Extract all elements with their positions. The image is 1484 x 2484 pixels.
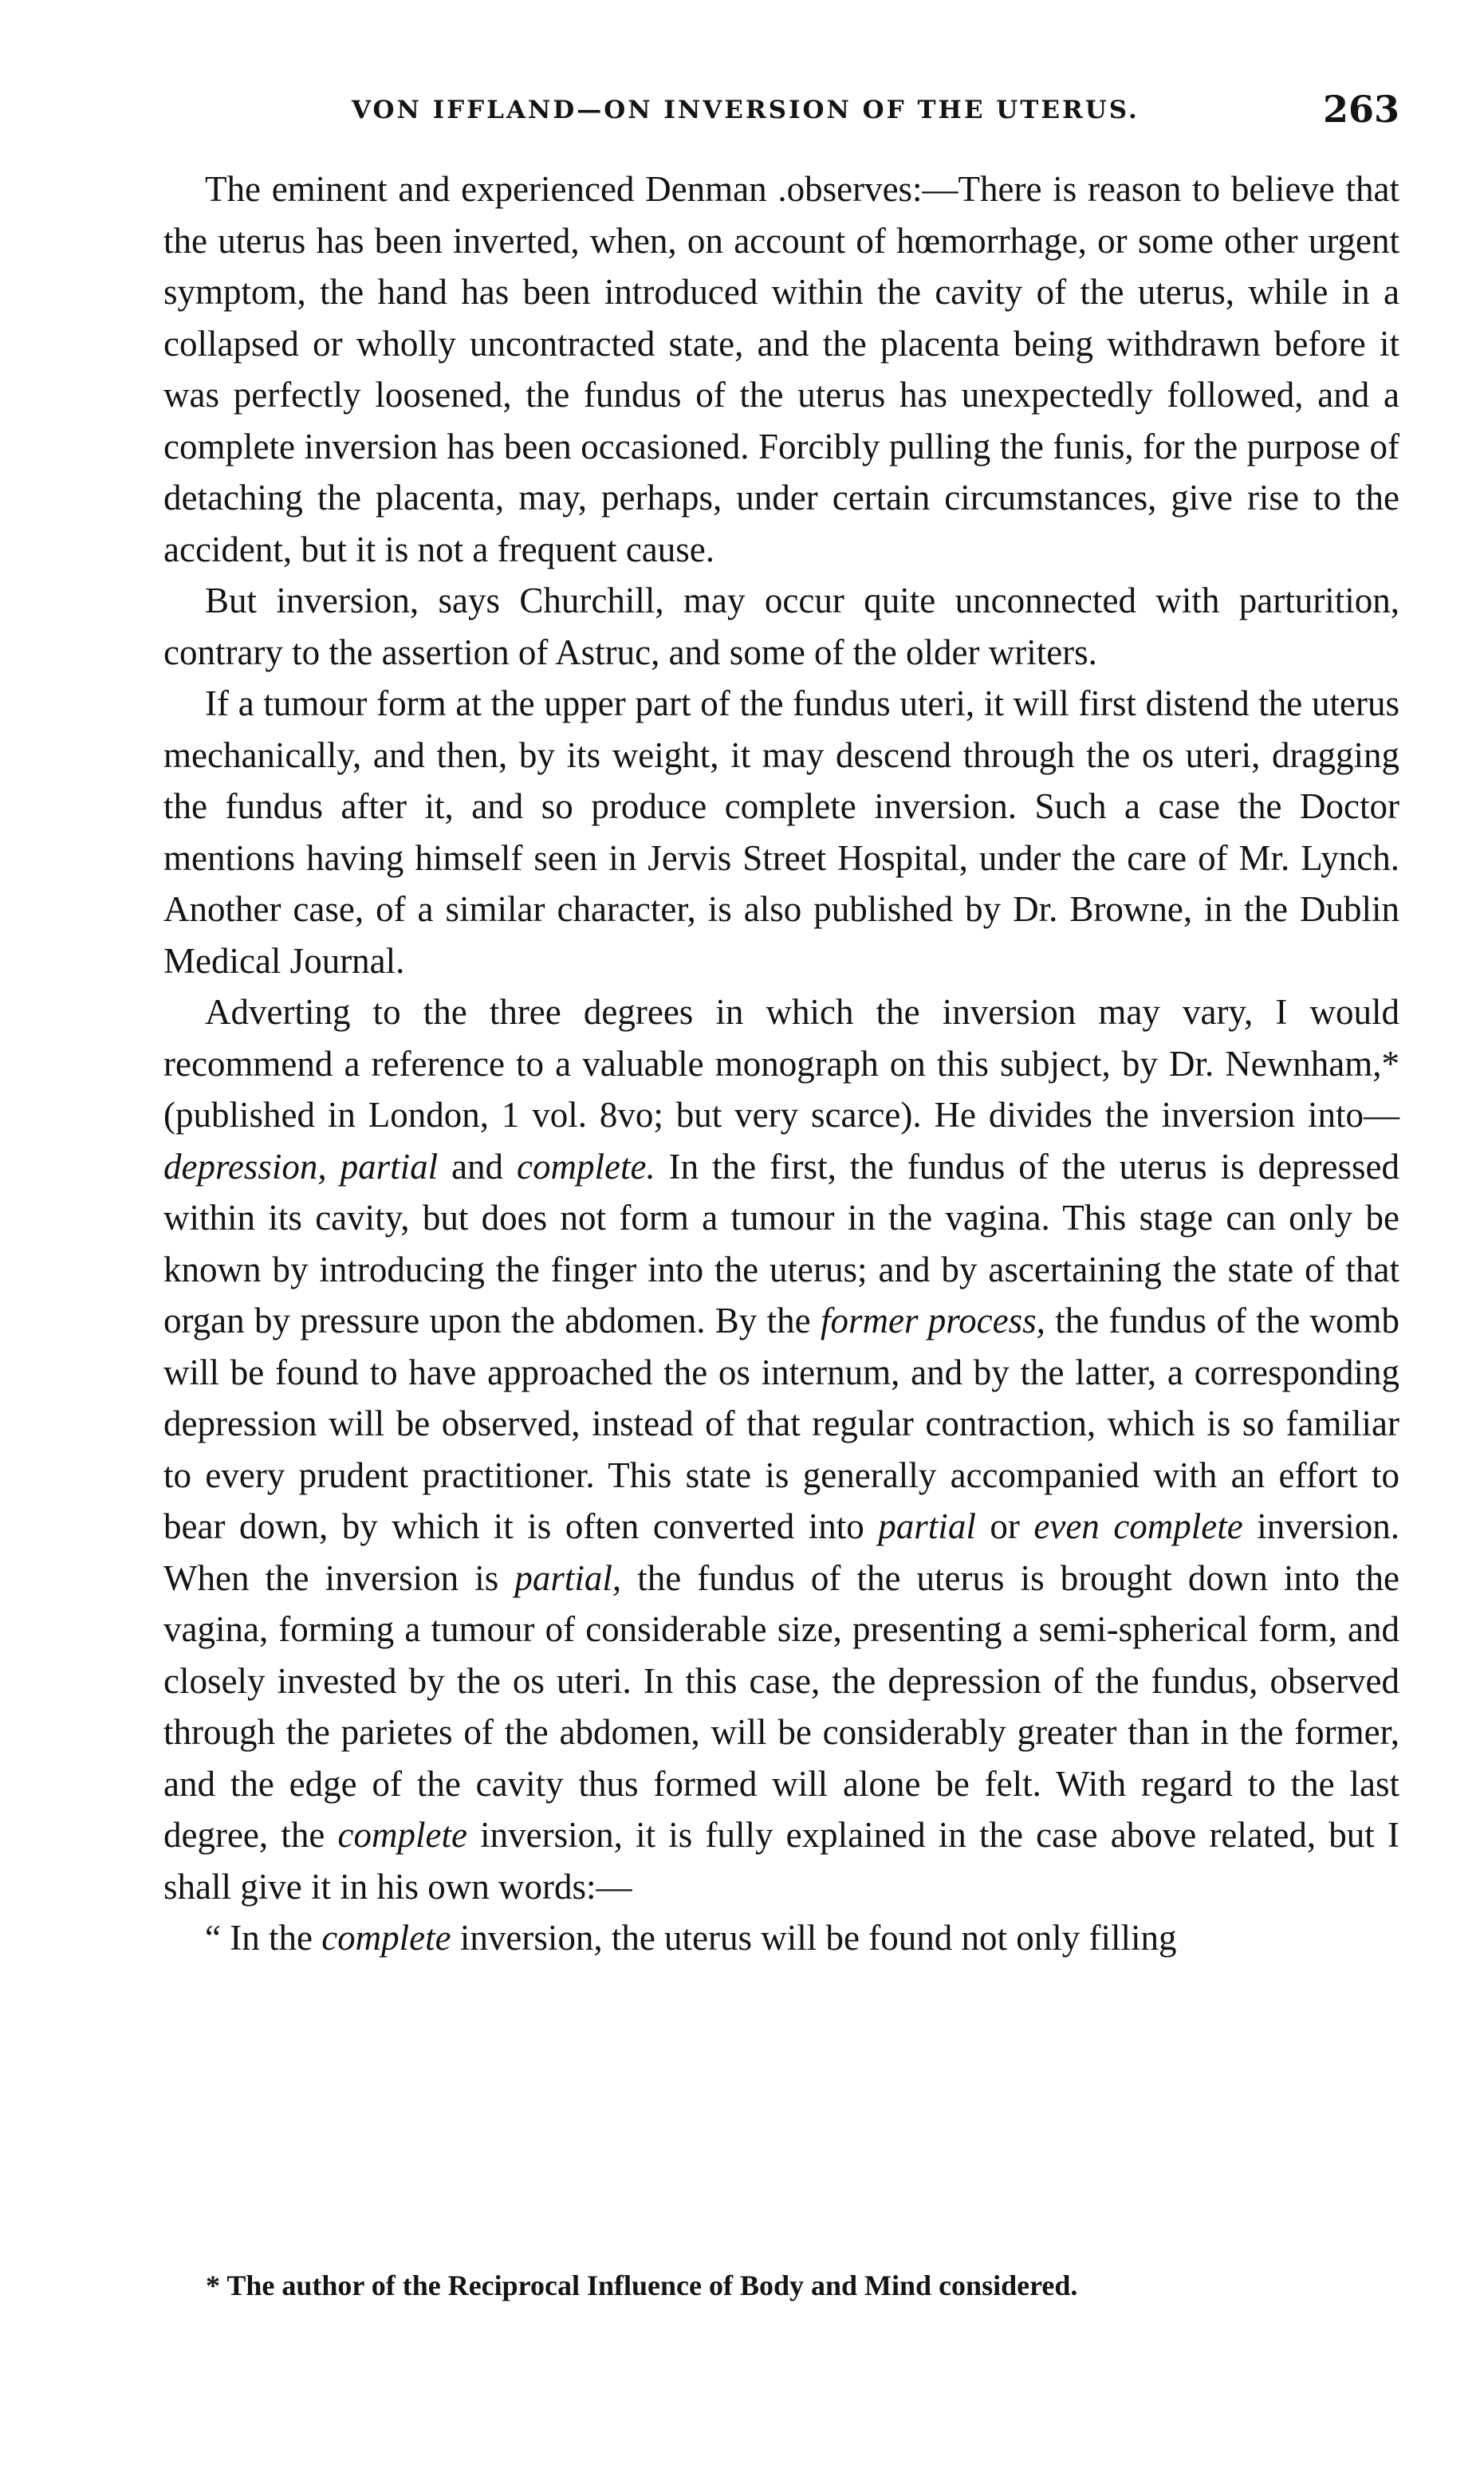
italic-text: partial, (514, 1557, 622, 1598)
paragraph (163, 163, 1399, 575)
page-number: 263 (1322, 88, 1399, 131)
paragraph (163, 1912, 1399, 1964)
italic-text: complete. (517, 1146, 655, 1187)
text-run: or (975, 1506, 1034, 1546)
text-run: inversion, it is fully explained in the case above related, but I shall give it in his own words:— (163, 1815, 1399, 1907)
paragraph (163, 986, 1399, 1912)
text-run: In the first, the fundus of the uterus is depressed within its cavity, but does not form a tumour in the vagina. This stage can only be known by introducing the finger into the uterus; and by ascertaining the state of that organ by pressure upon the abdomen. By the (163, 1146, 1400, 1340)
running-title: VON IFFLAND—ON INVERSION OF THE UTERUS. (352, 96, 1140, 124)
paragraph (163, 678, 1399, 986)
text-run: “ In the (205, 1918, 322, 1958)
page-header (163, 88, 1399, 136)
text-run: But inversion, says Churchill, may occur quite unconnected with parturition, contrary to the assertion of Astruc, and some of the older writers. (163, 581, 1399, 672)
italic-text: depression, (163, 1146, 327, 1187)
text-run: the fundus of the uterus is brought down into the vagina, forming a tumour of considerable size, presenting a semi-spherical form, and closely invested by the os uteri. In this case, the depression of the fundus, observed through the parietes of the abdomen, will be considerably greater than in the former, and the edge of the cavity thus formed will alone be felt. With regard to the last degree, the (163, 1557, 1400, 1855)
text-run: If a tumour form at the upper part of the fundus uteri, it will first distend the uterus mechanically, and then, by its weight, it may descend through the os uteri, dragging the fundus after it, and so produce complete inversion. Such a case the Doctor mentions having himself seen in Jervis Street Hospital, under the care of Mr. Lynch. Another case, of a similar character, is also published by Dr. Browne, in the Dublin Medical Journal. (163, 683, 1399, 981)
italic-text: complete (337, 1815, 467, 1855)
text-run: inversion. When the inversion is (163, 1506, 1400, 1598)
italic-text: complete (321, 1918, 451, 1958)
text-run: inversion, the uterus will be found not only filling (451, 1918, 1177, 1958)
text-run: the fundus of the womb will be found to have approached the os internum, and by the latter, a corresponding depression will be observed, instead of that regular contraction, which is so familiar to every prudent practitioner. This state is generally accompanied with an effort to bear down, by which it is often converted into (163, 1301, 1399, 1546)
italic-text: partial (340, 1146, 439, 1187)
footnote: * The author of the Reciprocal Influence of Body and Mind considered. (206, 2269, 1078, 2301)
paragraph (163, 575, 1399, 678)
text-run: and (438, 1146, 518, 1187)
text-run (327, 1147, 340, 1187)
text-run: Adverting to the three degrees in which the inversion may vary, I would recommend a reference to a valuable monograph on this subject, by Dr. Newnham,* (published in London, 1 vol. 8vo; but very scarce). He divides the inversion into— (163, 992, 1399, 1135)
body-text (163, 163, 1399, 1964)
italic-text: partial (878, 1506, 976, 1546)
text-run: The eminent and experienced Denman .observes:—There is reason to believe that the uterus has been inverted, when, on account of hœmorrhage, or some other urgent symptom, the hand has been introduced within the cavity of the uterus, while in a collapsed or wholly uncontracted state, and the placenta being withdrawn before it was perfectly loosened, the fundus of the uterus has unexpectedly followed, and a complete inversion has been occasioned. Forcibly pulling the funis, for the purpose of detaching the placenta, may, perhaps, under certain circumstances, give rise to the accident, but it is not a frequent cause. (163, 169, 1399, 569)
italic-text: former process, (820, 1301, 1045, 1340)
italic-text: even complete (1033, 1506, 1243, 1546)
